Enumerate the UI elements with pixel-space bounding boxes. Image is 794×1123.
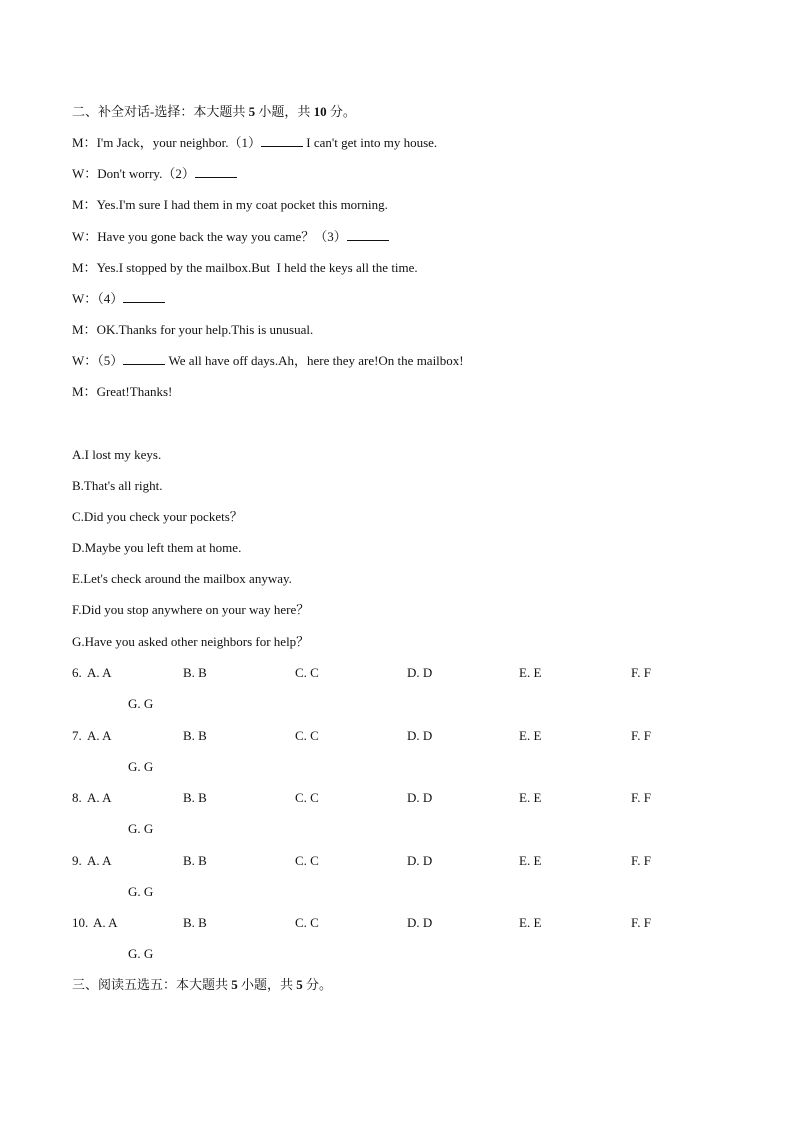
answer-option[interactable]: D. D <box>407 665 433 680</box>
speaker-label: M： <box>72 322 97 337</box>
section3-heading-prefix: 三、阅读五选五：本大题共 <box>72 977 229 992</box>
dialogue-line <box>72 197 388 213</box>
answer-option[interactable]: G. G <box>128 946 154 961</box>
speaker-label: M： <box>72 384 97 399</box>
answer-option[interactable]: D. D <box>407 915 433 930</box>
dialogue-text: Have you gone back the way you came？（3） <box>97 229 347 244</box>
answer-option[interactable]: A. A <box>93 915 118 930</box>
section2-heading-mid: 小题，共 <box>258 104 311 119</box>
question-number: 9. <box>72 852 82 868</box>
dialogue-line <box>72 166 237 182</box>
choice-item: E.Let's check around the mailbox anyway. <box>72 571 292 586</box>
dialogue-text-after: We all have off days.Ah，here they are!On the mailbox! <box>165 353 464 368</box>
choice-item: F.Did you stop anywhere on your way here？ <box>72 602 310 617</box>
section3-heading-mid: 小题，共 <box>241 977 294 992</box>
answer-option[interactable]: F. F <box>631 915 651 930</box>
answer-option[interactable]: F. F <box>631 665 651 680</box>
dialogue-text: OK.Thanks for your help.This is unusual. <box>96 322 314 337</box>
speaker-label: M： <box>72 260 97 275</box>
dialogue-text: （4） <box>97 291 124 306</box>
answer-option[interactable]: E. E <box>519 852 542 868</box>
answer-option[interactable]: B. B <box>183 852 207 868</box>
answer-blank <box>123 291 165 303</box>
dialogue-text: I'm Jack，your neighbor.（1） <box>96 135 262 150</box>
dialogue-line <box>72 135 437 151</box>
answer-option[interactable]: E. E <box>519 915 542 930</box>
speaker-label: M： <box>72 135 97 150</box>
dialogue-line <box>72 229 389 245</box>
answer-blank <box>261 135 303 147</box>
answer-option[interactable]: D. D <box>407 790 433 805</box>
section2-heading-prefix: 二、补全对话-选择：本大题共 <box>72 104 246 119</box>
answer-option[interactable]: G. G <box>128 696 154 711</box>
section2-heading-suffix: 分。 <box>329 104 356 119</box>
speaker-label: W： <box>72 353 98 368</box>
answer-option[interactable]: G. G <box>128 883 154 899</box>
choice-item: D.Maybe you left them at home. <box>72 540 242 555</box>
choice-item: B.That's all right. <box>72 478 163 493</box>
answer-option[interactable]: B. B <box>183 727 207 743</box>
answer-option[interactable]: G. G <box>128 758 154 774</box>
section3-heading <box>72 977 332 993</box>
dialogue-line <box>72 353 464 369</box>
answer-option[interactable]: C. C <box>295 852 319 868</box>
dialogue-line <box>72 260 418 276</box>
dialogue-line <box>72 291 165 307</box>
section3-heading-suffix: 分。 <box>306 977 333 992</box>
section3-score: 5 <box>296 977 303 992</box>
answer-option[interactable]: E. E <box>519 665 542 680</box>
answer-option[interactable]: C. C <box>295 727 319 743</box>
answer-blank <box>195 166 237 178</box>
speaker-label: W： <box>72 291 98 306</box>
answer-option[interactable]: C. C <box>295 790 319 805</box>
answer-option[interactable]: E. E <box>519 727 542 743</box>
answer-blank <box>347 229 389 241</box>
speaker-label: W： <box>72 229 98 244</box>
answer-option[interactable]: B. B <box>183 665 207 680</box>
answer-option[interactable]: C. C <box>295 665 319 680</box>
speaker-label: M： <box>72 197 97 212</box>
section3-question-count: 5 <box>231 977 238 992</box>
question-number: 10. <box>72 915 89 930</box>
answer-option[interactable]: B. B <box>183 790 207 805</box>
question-number: 7. <box>72 727 82 743</box>
dialogue-line <box>72 384 172 400</box>
section2-heading <box>72 104 356 120</box>
dialogue-text: Don't worry.（2） <box>97 166 195 181</box>
dialogue-line <box>72 322 313 338</box>
speaker-label: W： <box>72 166 98 181</box>
choice-item: A.I lost my keys. <box>72 447 162 462</box>
dialogue-text: （5） <box>97 353 124 368</box>
answer-option[interactable]: G. G <box>128 821 154 836</box>
answer-option[interactable]: A. A <box>87 727 112 743</box>
dialogue-text: Yes.I stopped by the mailbox.But I held the keys all the time. <box>96 260 418 275</box>
answer-option[interactable]: A. A <box>87 852 112 868</box>
question-number: 8. <box>72 790 82 805</box>
section2-score: 10 <box>313 104 327 119</box>
choice-item: G.Have you asked other neighbors for help？ <box>72 634 310 649</box>
answer-blank <box>123 353 165 365</box>
answer-option[interactable]: A. A <box>87 665 112 680</box>
question-number: 6. <box>72 665 82 680</box>
answer-option[interactable]: D. D <box>407 852 433 868</box>
answer-option[interactable]: C. C <box>295 915 319 930</box>
dialogue-text: Yes.I'm sure I had them in my coat pocket this morning. <box>96 197 388 212</box>
answer-option[interactable]: B. B <box>183 915 207 930</box>
answer-option[interactable]: E. E <box>519 790 542 805</box>
section2-question-count: 5 <box>248 104 256 119</box>
dialogue-text: Great!Thanks! <box>96 384 173 399</box>
choice-item: C.Did you check your pockets？ <box>72 509 243 524</box>
dialogue-text-after: I can't get into my house. <box>303 135 438 150</box>
answer-option[interactable]: F. F <box>631 790 651 805</box>
answer-option[interactable]: A. A <box>87 790 112 805</box>
answer-option[interactable]: D. D <box>407 727 433 743</box>
answer-option[interactable]: F. F <box>631 727 651 743</box>
answer-option[interactable]: F. F <box>631 852 651 868</box>
